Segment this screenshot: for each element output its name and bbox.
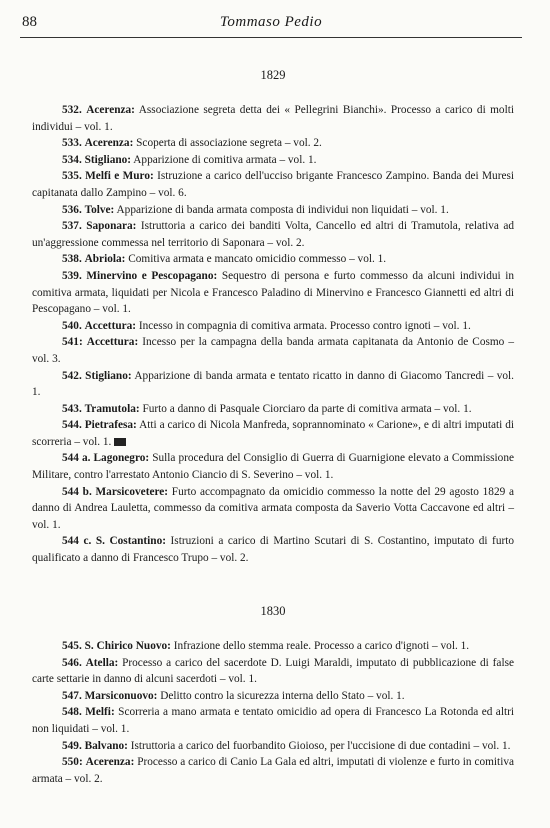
entry-list (32, 638, 514, 787)
entry-text: Sulla procedura del Consiglio di Guerra di Guarnigione elevato a Commissione Militare, contro l'arrestato Antonio Ciancio di S. Severino – vol. 1. (32, 452, 514, 482)
entry-text: Apparizione di comitiva armata – vol. 1. (131, 153, 317, 166)
entry-text: Processo a carico del sacerdote D. Luigi Maraldi, imputato di pubblicazione di false carte settarie in danno di alcuni sacerdoti – vol. 1. (32, 656, 514, 686)
entry-text: Furto accompagnato da omicidio commesso la notte del 29 agosto 1829 a danno di Andrea Lauletta, commesso da comitiva armata composta da Saverio Votta Caccavone ed altri – vol. 1. (32, 485, 514, 531)
archive-entry (32, 704, 514, 737)
archive-entry (32, 102, 514, 135)
entry-text: Incesso in compagnia di comitiva armata. Processo contro ignoti – vol. 1. (136, 319, 471, 332)
entry-number: 539. (62, 269, 82, 282)
entry-number: 550: (62, 756, 83, 769)
archive-entry (32, 401, 514, 418)
entry-text: Incesso per la campagna della banda armata capitanata da Antonio de Cosmo – vol. 3. (32, 336, 515, 365)
entry-place: S. Chirico Nuovo: (84, 640, 171, 652)
archive-entry (32, 218, 514, 251)
entry-place: Saponara: (86, 220, 137, 233)
entry-text: Comitiva armata e mancato omicidio commesso – vol. 1. (125, 253, 387, 266)
entry-place: Stigliano: (84, 153, 132, 166)
entry-place: Atella: (85, 656, 119, 669)
entry-place: Marsiconuovo: (84, 689, 158, 702)
archive-entry (32, 638, 514, 655)
section-1829 (32, 68, 514, 567)
archive-entry (32, 484, 514, 534)
entry-place: S. Costantino: (95, 535, 166, 548)
archive-entry (32, 318, 514, 335)
archive-entry (32, 533, 514, 566)
archive-entry (32, 152, 514, 169)
entry-number: 542. (62, 369, 82, 382)
entry-number: 546. (62, 656, 82, 669)
entry-number: 548. (62, 706, 82, 719)
entry-place: Pietrafesa: (84, 419, 137, 432)
entry-place: Acerenza: (86, 104, 135, 116)
entry-number: 538. (62, 253, 82, 266)
page-number: 88 (22, 14, 37, 30)
archive-entry (32, 417, 514, 450)
entry-place: Abriola: (84, 253, 126, 266)
archive-entry (32, 368, 514, 401)
archive-entry (32, 202, 514, 219)
entry-text: Istruttoria a carico del fuorbandito Gioioso, per l'uccisione di due contadini – vol. 1. (127, 739, 511, 752)
entry-number: 535. (62, 170, 82, 183)
entry-number: 549. (62, 739, 82, 752)
entry-number: 544 c. (62, 535, 92, 548)
entry-place: Accettura: (84, 319, 137, 332)
entry-number: 537. (62, 220, 82, 233)
entry-place: Melfi: (85, 706, 115, 719)
archive-entry (32, 754, 514, 787)
entry-text: Istruzione a carico dell'ucciso brigante Francesco Zampino. Banda dei Muresi capitanata dallo Zampino – vol. 6. (32, 170, 514, 199)
entry-text: Atti a carico di Nicola Manfreda, soprannominato « Carione», e di altri imputati di scorreria – vol. 1. (32, 419, 514, 448)
entry-number: 544 b. (62, 485, 92, 498)
archive-entry (32, 688, 514, 705)
archive-entry (32, 655, 514, 688)
entry-number: 534. (62, 153, 82, 166)
archive-entry (32, 450, 514, 483)
entry-number: 547. (62, 689, 82, 702)
entry-number: 544 a. (62, 452, 91, 465)
entry-text: Scoperta di associazione segreta – vol. 2. (133, 137, 322, 150)
section-1830 (32, 604, 514, 787)
entry-place: Stigliano: (85, 369, 132, 382)
entry-place: Melfi e Muro: (85, 170, 154, 183)
ink-blot (114, 438, 126, 446)
entry-text: Sequestro di persona e furto commesso da alcuni individui in comitiva armata, liquidati per Nicola e Francesco Paladino di Minervino e Francesco Giannetti ed altri di Pescopagano – vol. 1. (32, 269, 514, 316)
entry-place: Lagonegro: (93, 452, 150, 465)
running-header (20, 14, 522, 36)
entry-number: 532. (62, 104, 82, 116)
entry-number: 541: (62, 336, 83, 349)
entry-number: 544. (62, 419, 82, 432)
entry-number: 536. (62, 203, 82, 216)
archive-entry (32, 251, 514, 268)
entry-text: Istruzioni a carico di Martino Scutari di S. Costantino, imputato di furto qualificato a danno di Francesco Trupo – vol. 2. (32, 535, 515, 565)
entry-text: Apparizione di banda armata composta di individui non liquidati – vol. 1. (114, 203, 449, 216)
archive-entry (32, 135, 514, 152)
entry-place: Minervino e Pescopagano: (86, 269, 218, 282)
entry-number: 540. (62, 319, 82, 332)
entry-text: Associazione segreta detta dei « Pellegrini Bianchi». Processo a carico di molti individui – vol. 1. (32, 104, 514, 133)
entry-text: Delitto contro la sicurezza interna dello Stato – vol. 1. (157, 689, 405, 702)
running-title: Tommaso Pedio (219, 14, 323, 30)
archive-entry (32, 334, 514, 367)
archive-entry (32, 738, 514, 755)
entry-text: Infrazione dello stemma reale. Processo a carico d'ignoti – vol. 1. (170, 640, 470, 652)
entry-place: Tolve: (84, 203, 115, 216)
entry-place: Marsicovetere: (95, 485, 169, 498)
entry-text: Furto a danno di Pasquale Ciorciaro da parte di comitiva armata – vol. 1. (139, 402, 472, 415)
entry-list (32, 102, 514, 567)
archive-entry (32, 168, 514, 201)
entry-text: Apparizione di banda armata e tentato ricatto in danno di Giacomo Tancredi – vol. 1. (32, 369, 514, 399)
archive-entry (32, 268, 514, 318)
entry-number: 543. (62, 402, 82, 415)
entry-place: Acerenza: (85, 756, 135, 769)
entry-place: Tramutola: (84, 402, 140, 415)
entry-text: Processo a carico di Canio La Gala ed altri, imputati di violenze e furto in comitiva armata – vol. 2. (32, 756, 514, 785)
entry-text: Scorreria a mano armata e tentato omicidio ad opera di Francesco La Rotonda ed altri non liquidati – vol. 1. (32, 706, 514, 735)
header-rule (20, 37, 522, 38)
entry-number: 533. (62, 137, 82, 150)
entry-number: 545. (62, 640, 82, 652)
section-year: 1829 (260, 68, 286, 82)
entry-place: Acerenza: (84, 137, 134, 150)
entry-place: Balvano: (84, 739, 128, 752)
section-year: 1830 (260, 604, 286, 618)
entry-place: Accettura: (86, 336, 139, 349)
entry-text: Istruttoria a carico dei banditi Volta, Cancello ed altri di Tramutola, relativa ad un'aggressione commessa nel territorio di Saponara – vol. 2. (32, 220, 515, 249)
